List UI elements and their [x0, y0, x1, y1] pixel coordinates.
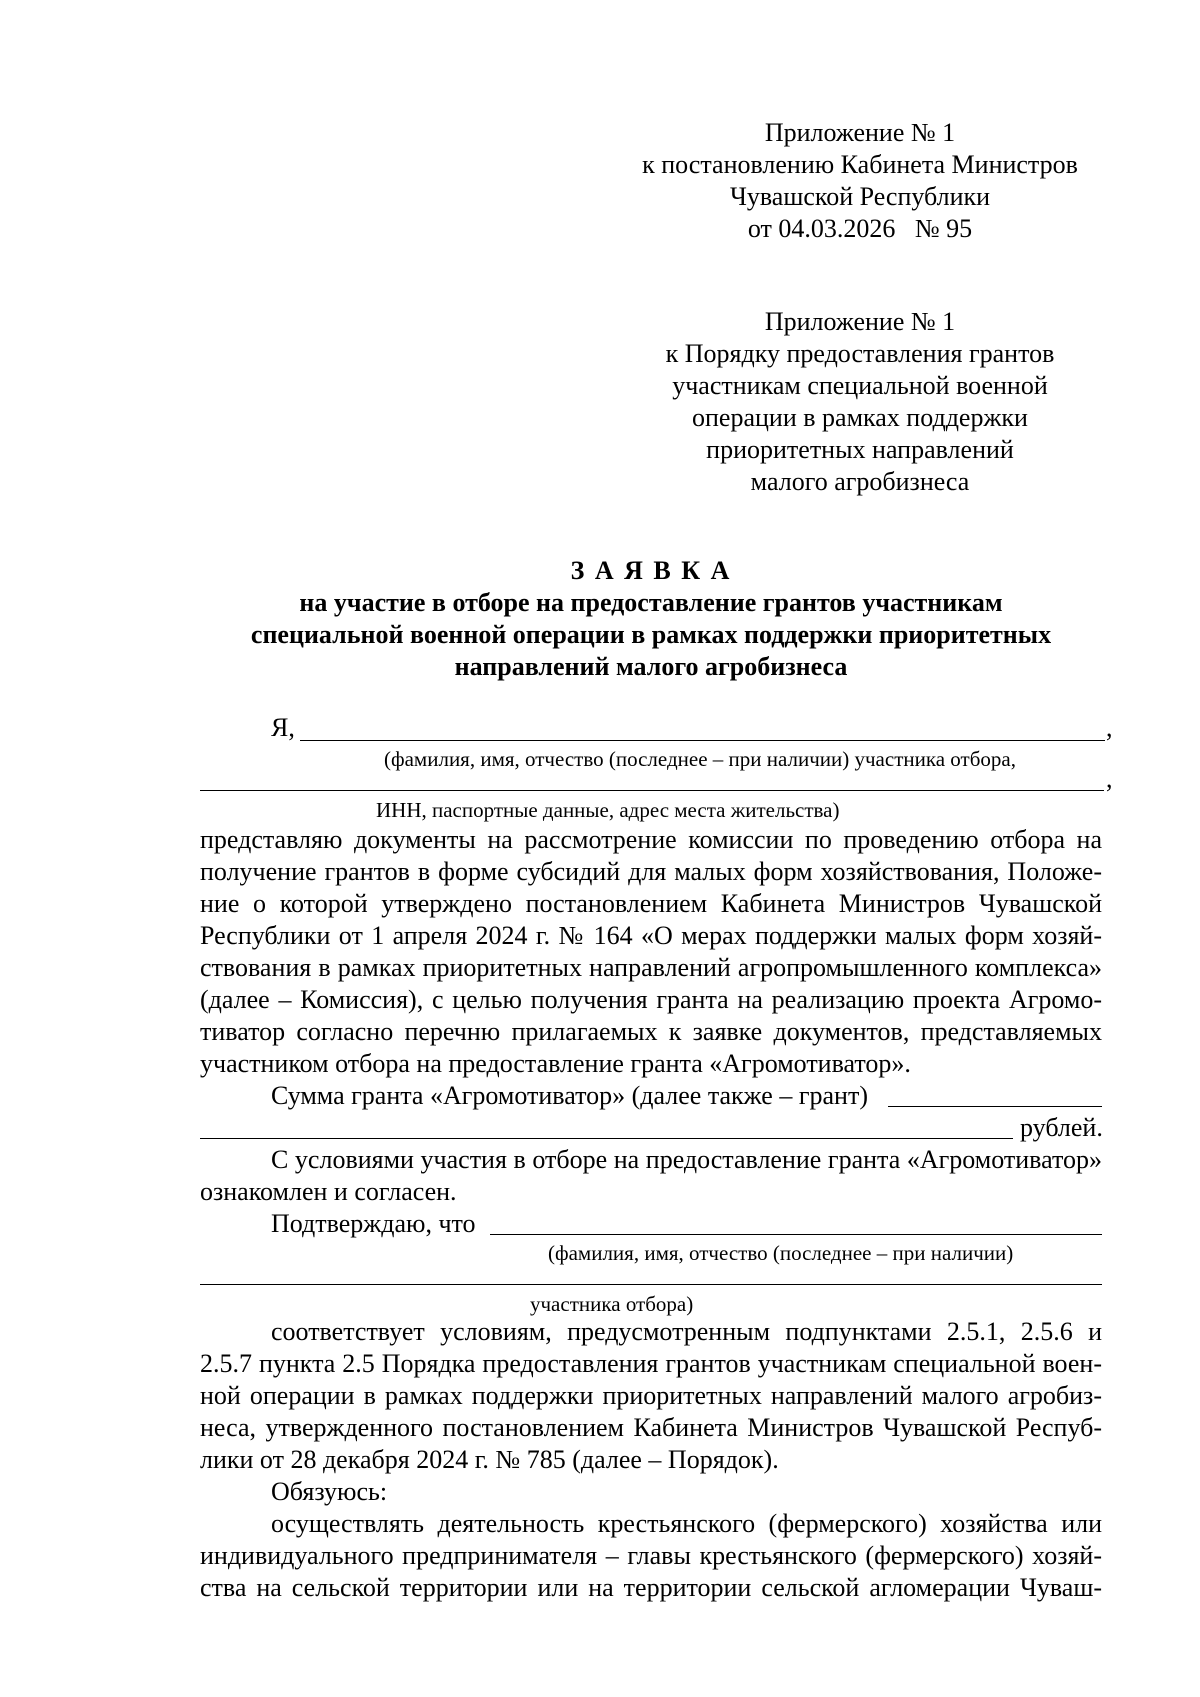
document-subtitle-line2: специальной военной операции в рамках поддержки приоритетных [250, 620, 1052, 649]
document-subtitle-line3: направлений малого агробизнеса [454, 652, 848, 681]
appendix-order-line4: операции в рамках поддержки [692, 403, 1028, 432]
applicant-comma-1: , [1106, 713, 1113, 742]
paragraph-line: ства на сельской территории или на территории сельской агломерации Чуваш- [200, 1573, 1102, 1602]
document-title: З А Я В К А [570, 556, 732, 585]
applicant-comma-2: , [1106, 764, 1113, 793]
appendix-order-line3: участникам специальной военной [672, 371, 1048, 400]
paragraph-line: неса, утвержденного постановлением Кабинета Министров Чувашской Респуб- [200, 1413, 1102, 1442]
paragraph-line: лики от 28 декабря 2024 г. № 785 (далее – Порядок). [200, 1445, 779, 1474]
paragraph-line: индивидуального предпринимателя – главы крестьянского (фермерского) хозяй- [200, 1541, 1102, 1570]
appendix-decree-number: Приложение № 1 [764, 118, 956, 147]
conditions-line2: ознакомлен и согласен. [200, 1177, 457, 1206]
paragraph-line: тиватор согласно перечню прилагаемых к заявке документов, представляемых [200, 1017, 1102, 1046]
grant-sum-field[interactable] [888, 1106, 1102, 1107]
paragraph-line: Республики от 1 апреля 2024 г. № 164 «О мерах поддержки малых форм хозяй- [200, 921, 1102, 950]
appendix-decree-date: от 04.03.2026 № 95 [747, 214, 973, 243]
applicant-prefix: Я, [271, 713, 295, 742]
applicant-name-field[interactable] [300, 740, 1105, 741]
paragraph-line: соответствует условиям, предусмотренным подпунктами 2.5.1, 2.5.6 и [271, 1317, 1102, 1346]
document-subtitle-line1: на участие в отборе на предоставление грантов участникам [299, 588, 1003, 617]
paragraph-line: ствования в рамках приоритетных направлений агропромышленного комплекса» [200, 953, 1102, 982]
paragraph-line: 2.5.7 пункта 2.5 Порядка предоставления грантов участникам специальной воен- [200, 1349, 1102, 1378]
conditions-line1: С условиями участия в отборе на предоставление гранта «Агромотиватор» [271, 1145, 1102, 1174]
applicant-name-hint: (фамилия, имя, отчество (последнее – при наличии) участника отбора, [384, 747, 1016, 771]
paragraph-line: участником отбора на предоставление гранта «Агромотиватор». [200, 1049, 911, 1078]
confirm-name-field[interactable] [490, 1234, 1102, 1235]
paragraph-line: ной операции в рамках поддержки приоритетных направлений малого агробиз- [200, 1381, 1102, 1410]
paragraph-line: ние о которой утверждено постановлением Кабинета Министров Чувашской [200, 889, 1102, 918]
confirm-name-hint: (фамилия, имя, отчество (последнее – при наличии) [548, 1241, 1014, 1265]
grant-sum-unit: рублей. [1020, 1113, 1103, 1142]
appendix-decree-republic: Чувашской Республики [729, 182, 991, 211]
confirm-label: Подтверждаю, что [271, 1209, 476, 1238]
obligation-label: Обязуюсь: [271, 1477, 388, 1506]
paragraph-line: представляю документы на рассмотрение комиссии по проведению отбора на [200, 825, 1102, 854]
grant-sum-field-continued[interactable] [200, 1138, 1013, 1139]
paragraph-line: получение грантов в форме субсидий для малых форм хозяйствования, Положе- [200, 857, 1102, 886]
paragraph-line: осуществлять деятельность крестьянского (фермерского) хозяйства или [271, 1509, 1102, 1538]
applicant-details-field[interactable] [200, 790, 1104, 791]
appendix-order-line2: к Порядку предоставления грантов [665, 339, 1055, 368]
applicant-details-hint: ИНН, паспортные данные, адрес места жительства) [376, 798, 840, 822]
appendix-decree-ref: к постановлению Кабинета Министров [642, 150, 1078, 179]
appendix-order-line5: приоритетных направлений [706, 435, 1014, 464]
grant-sum-label: Сумма гранта «Агромотиватор» (далее также – грант) [271, 1081, 868, 1110]
confirm-name-hint-2: участника отбора) [530, 1292, 694, 1316]
appendix-order-line6: малого агробизнеса [750, 467, 970, 496]
confirm-name-field-continued[interactable] [200, 1284, 1102, 1285]
paragraph-line: (далее – Комиссия), с целью получения гранта на реализацию проекта Агромо- [200, 985, 1102, 1014]
appendix-order-number: Приложение № 1 [764, 307, 956, 336]
